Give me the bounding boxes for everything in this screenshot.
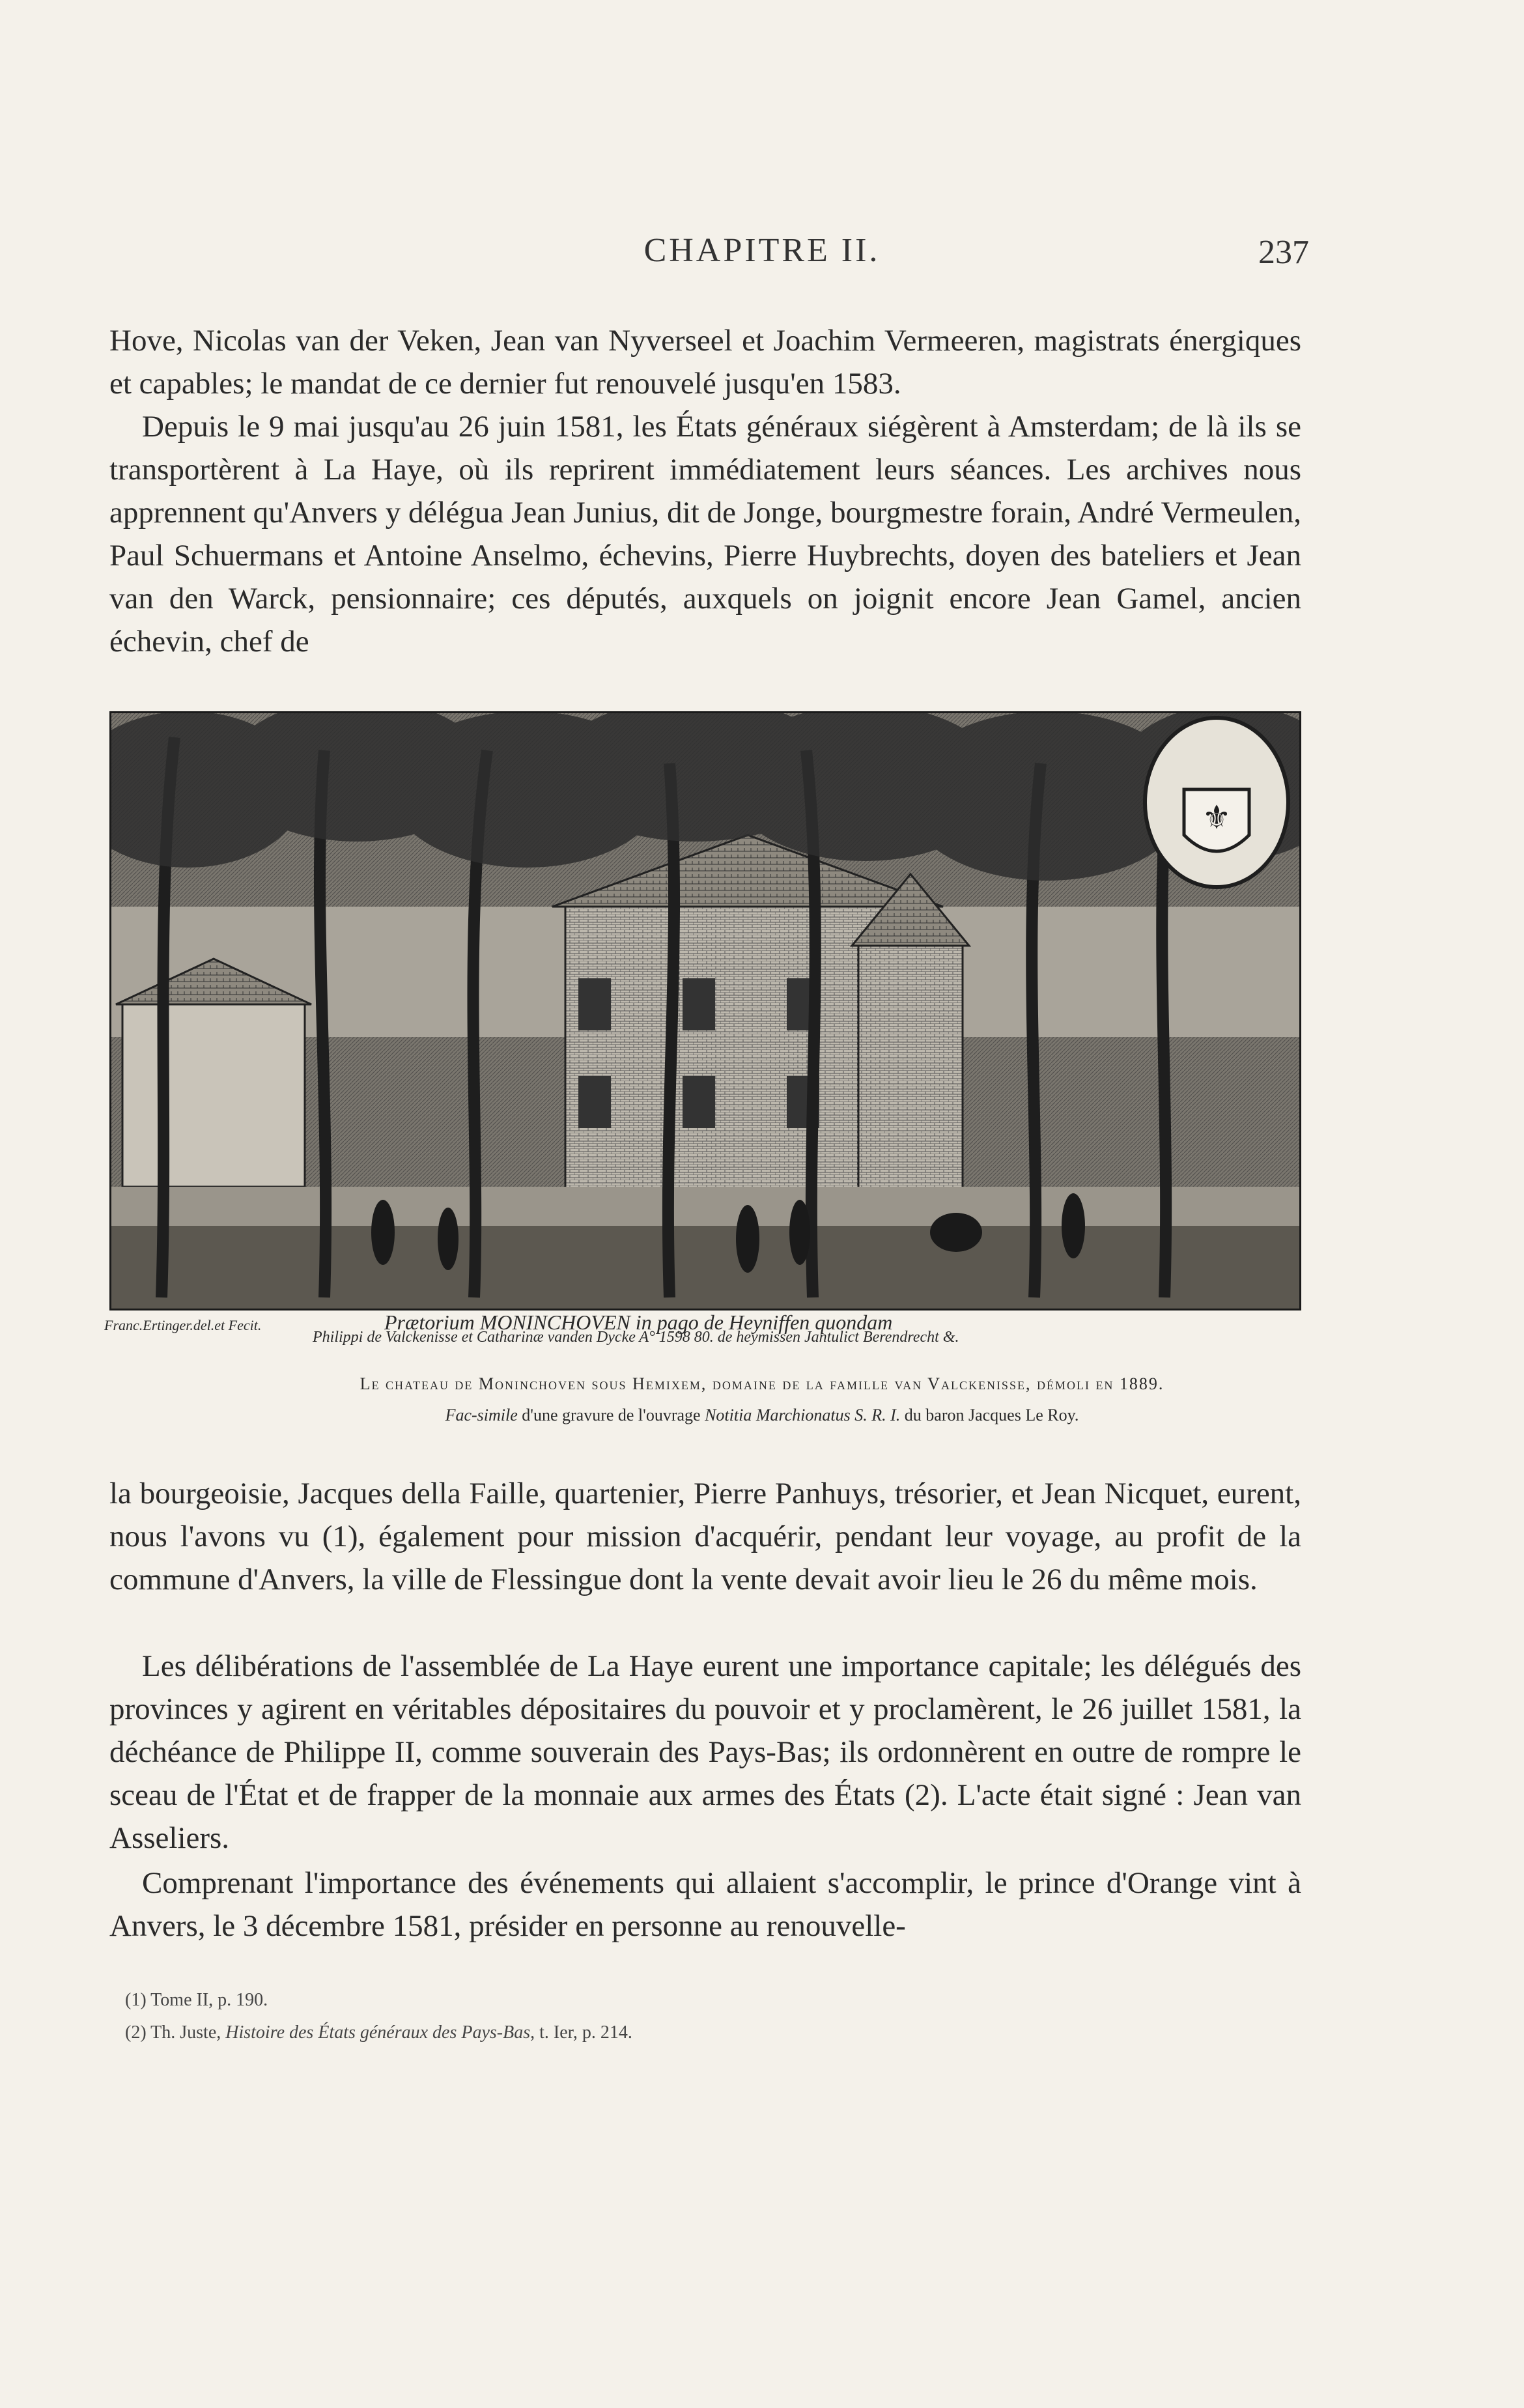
figure-source-work-title: Notitia Marchionatus S. R. I. bbox=[705, 1406, 901, 1424]
paragraph-3: la bourgeoisie, Jacques della Faille, quartenier, Pierre Panhuys, trésorier, et Jean Nicquet, eurent, nous l'avons vu (1), également pour mission d'acquérir, pendant leur voyage, au profit de la commune d'Anvers, la ville de Flessingue dont la vente devait avoir lieu le 26 du même mois. bbox=[109, 1477, 1301, 1596]
paragraph-1: Hove, Nicolas van der Veken, Jean van Nyverseel et Joachim Vermeeren, magistrats énergiques et capables; le mandat de ce dernier fut renouvelé jusqu'en 1583. bbox=[109, 324, 1301, 401]
engraver-credit: Franc.Ertinger.del.et Fecit. bbox=[104, 1317, 262, 1333]
svg-text:⚜: ⚜ bbox=[1202, 799, 1232, 836]
paragraph-2: Depuis le 9 mai jusqu'au 26 juin 1581, les États généraux siégèrent à Amsterdam; de là ils se transportèrent à La Haye, où ils reprirent immédiatement leurs séances. Les archives nous apprennent qu'Anvers y délégua Jean Junius, dit de Jonge, bourgmestre forain, André Vermeulen, Paul Schuermans et Antoine Anselmo, échevins, Pierre Huybrechts, doyen des bateliers et Jean van den Warck, pensionnaire; ces députés, auxquels on joignit encore Jean Gamel, ancien échevin, chef de bbox=[109, 410, 1301, 659]
figure-source bbox=[0, 1406, 1524, 1425]
footnote-2 bbox=[125, 2022, 632, 2043]
footnote-2-author: (2) Th. Juste, bbox=[125, 2022, 226, 2043]
paragraph-4: Les délibérations de l'assemblée de La Haye eurent une importance capitale; les délégués des provinces y agirent en véritables dépositaires du pouvoir et y proclamèrent, le 26 juillet 1581, la déchéance de Philippe II, comme souverain des Pays-Bas; ils ordonnèrent en outre de rompre le sceau de l'État et de frapper de la monnaie aux armes des États (2). L'acte était signé : Jean van Asseliers. bbox=[109, 1649, 1301, 1855]
figure-source-author: du baron Jacques Le Roy. bbox=[900, 1406, 1079, 1424]
footnote-2-ref: , t. Ier, p. 214. bbox=[530, 2022, 632, 2043]
engraving-inscription-line2: Philippi de Valckenisse et Catharinæ vanden Dycke A° 1598 80. de heymissen Jantulict Berendrecht &. bbox=[313, 1329, 959, 1346]
chapter-title: CHAPITRE II. bbox=[643, 232, 881, 269]
footnote-2-title: Histoire des États généraux des Pays-Bas bbox=[225, 2022, 531, 2043]
paragraph-5: Comprenant l'importance des événements qui allaient s'accomplir, le prince d'Orange vint à Anvers, le 3 décembre 1581, présider en personne au renouvelle- bbox=[109, 1866, 1301, 1943]
engraving-inscription-line1: Prætorium MONINCHOVEN in pago de Heyniffen quondam bbox=[384, 1310, 893, 1334]
engraving-illustration bbox=[109, 711, 1301, 1310]
figure-source-facsimile: Fac-simile bbox=[445, 1406, 518, 1424]
page-number: 237 bbox=[1258, 234, 1309, 271]
footnote-1: (1) Tome II, p. 190. bbox=[125, 1990, 268, 2010]
figure-source-text: d'une gravure de l'ouvrage bbox=[517, 1406, 705, 1424]
figure-caption: Le chateau de Moninchoven sous Hemixem, domaine de la famille van Valckenisse, démoli en 1889. bbox=[360, 1374, 1164, 1393]
chateau-engraving-image bbox=[109, 711, 1301, 1310]
